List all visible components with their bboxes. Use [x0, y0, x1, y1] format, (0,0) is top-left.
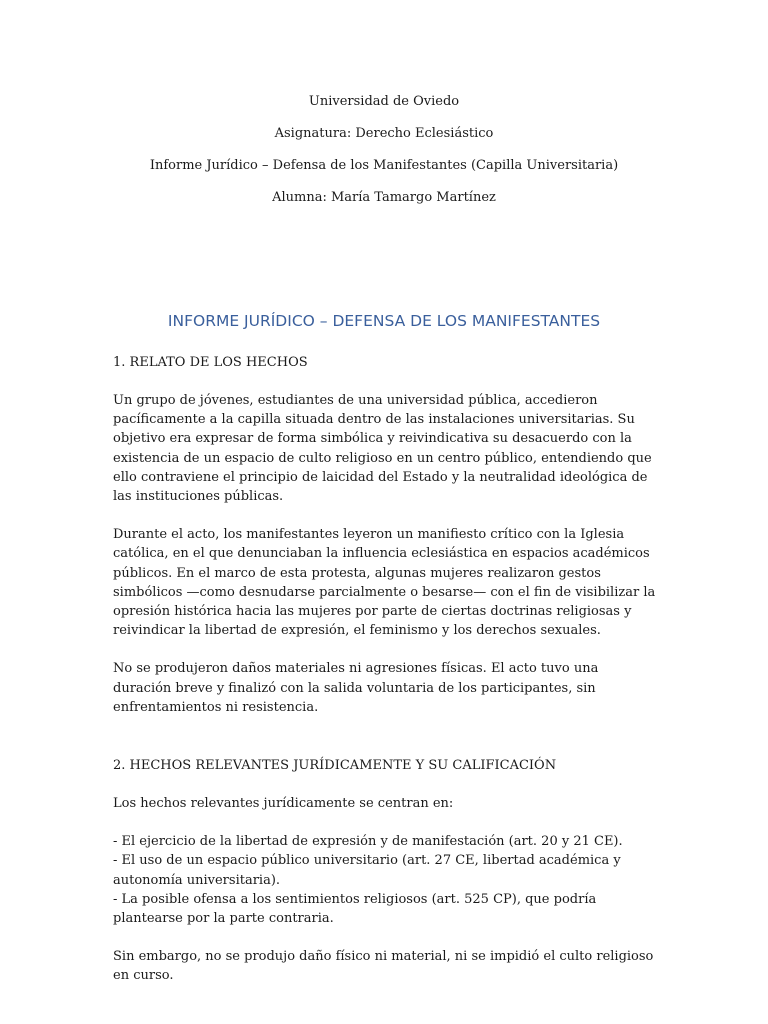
- list-item: - La posible ofensa a los sentimientos religiosos (art. 525 CP), que podría plantearse por la parte contraria.: [113, 891, 597, 927]
- section-2-closing: Sin embargo, no se produjo daño físico ni material, ni se impidió el culto religioso en curso.: [113, 949, 654, 984]
- section-2-intro: Los hechos relevantes jurídicamente se centran en:: [113, 796, 454, 812]
- document-body: [113, 353, 659, 1005]
- list-item: - El uso de un espacio público universitario (art. 27 CE, libertad académica y autonomía universitaria).: [113, 853, 621, 888]
- section-1-heading: 1. RELATO DE LOS HECHOS: [113, 355, 308, 370]
- report-line: Informe Jurídico – Defensa de los Manifestantes (Capilla Universitaria): [149, 158, 619, 173]
- list-item: - El ejercicio de la libertad de expresión y de manifestación (art. 20 y 21 CE).: [113, 834, 623, 850]
- section-1-paragraph-3: No se produjeron daños materiales ni agresiones físicas. El acto tuvo una duración breve y finalizó con la salida voluntaria de los participantes, sin enfrentamientos ni resistencia.: [113, 661, 599, 715]
- subject-line: Asignatura: Derecho Eclesiástico: [274, 126, 494, 141]
- cover-block: [0, 92, 768, 220]
- section-1-paragraph-1: Un grupo de jóvenes, estudiantes de una universidad pública, accedieron pacíficamente a la capilla situada dentro de las instalaciones universitarias. Su objetivo era expresar de forma simbólica y reivindicativa su desacuerdo con la existencia de un espacio de culto religioso en un centro público, entendiendo que ello contraviene el principio de laicidad del Estado y la neutralidad ideológica de las instituciones públicas.: [113, 393, 652, 505]
- section-1-paragraph-2: Durante el acto, los manifestantes leyeron un manifiesto crítico con la Iglesia católica, en el que denunciaban la influencia eclesiástica en espacios académicos públicos. En el marco de esta protesta, algunas mujeres realizaron gestos simbólicos —como desnudarse parcialmente o besarse— con el fin de visibilizar la opresión histórica hacia las mujeres por parte de ciertas doctrinas religiosas y reivindicar la libertad de expresión, el feminismo y los derechos sexuales.: [113, 527, 656, 639]
- university-name: Universidad de Oviedo: [308, 94, 460, 109]
- section-2-list: [113, 832, 659, 928]
- section-2-heading: 2. HECHOS RELEVANTES JURÍDICAMENTE Y SU CALIFICACIÓN: [113, 758, 557, 774]
- document-title: INFORME JURÍDICO – DEFENSA DE LOS MANIFESTANTES: [167, 312, 601, 330]
- student-line: Alumna: María Tamargo Martínez: [272, 190, 496, 205]
